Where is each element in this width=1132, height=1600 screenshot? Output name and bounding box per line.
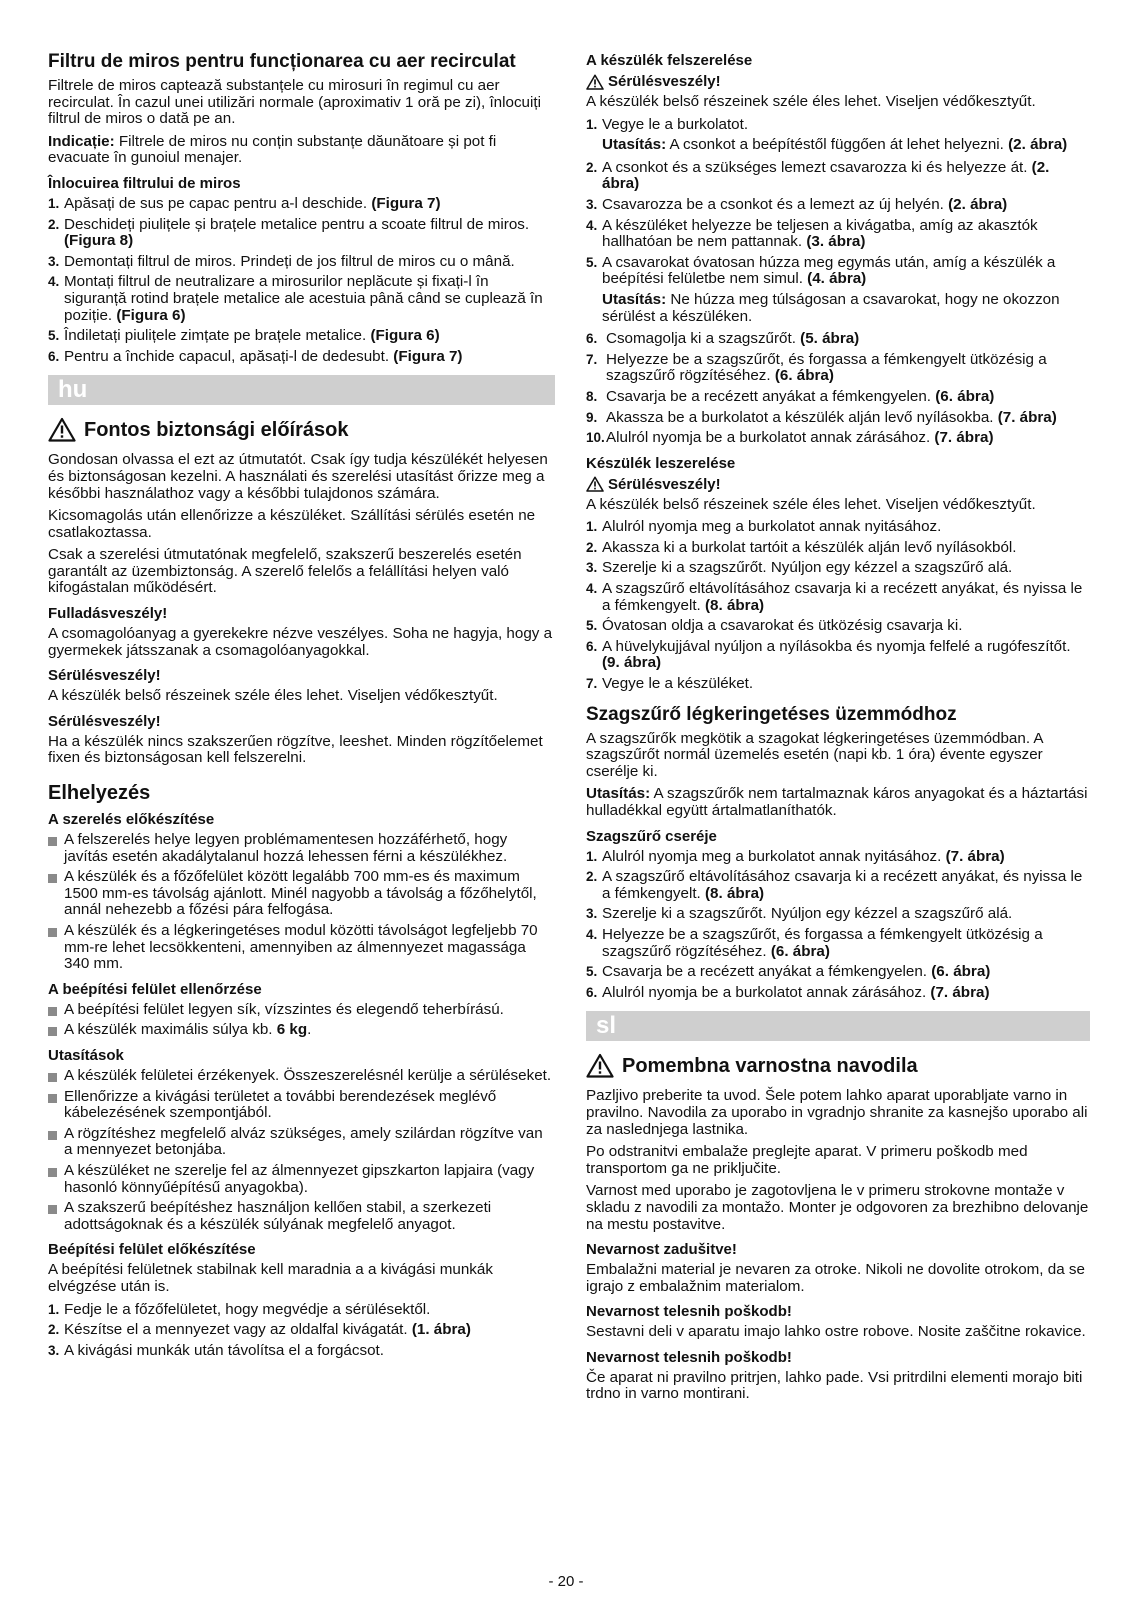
note-paragraph: Utasítás: A szagszűrők nem tartalmaznak káros anyagokat és a háztartási hulladékkal együtt ártalmatlaníthatók. xyxy=(586,785,1088,819)
figure-ref: (6. ábra) xyxy=(935,387,995,405)
list-item: A készülék és a főzőfelület között legalább 700 mm-es és maximum 1500 mm-es távolság ajánlott. Minél nagyobb a távolság a főzőhelytől, annál nehezebb a főzési pára felfogása. xyxy=(48,869,555,919)
step-list xyxy=(48,196,555,365)
list-item xyxy=(586,581,1090,614)
step-number: 7. xyxy=(586,676,598,692)
note-text: Filtrele de miros nu conțin substanțe dăunătoare și pot fi evacuate în gunoiul menajer. xyxy=(48,132,497,167)
section-title-ro-odor-filter: Filtru de miros pentru funcționarea cu aer recirculat xyxy=(48,51,516,72)
subheading: Utasítások xyxy=(48,1046,124,1064)
list-item xyxy=(586,410,1090,427)
bullet-square-icon xyxy=(48,1168,57,1177)
warning-line: Sérülésveszély! xyxy=(586,73,1090,90)
warning-line: Sérülésveszély! xyxy=(586,476,1090,493)
list-item xyxy=(586,906,1090,923)
list-item xyxy=(586,849,1090,866)
bullet-square-icon xyxy=(48,1027,57,1036)
step-text: Helyezze be a szagszűrőt, és forgassa a fémkengyelt ütközésig a szagszűrő rögzítéséhez. xyxy=(602,925,1043,960)
paragraph: A készülék belső részeinek széle éles lehet. Viseljen védőkesztyűt. xyxy=(586,93,1036,110)
figure-ref: (Figura 7) xyxy=(393,347,463,365)
step-text: Alulról nyomja be a burkolatot annak zárásához. xyxy=(602,983,931,1001)
step-text: Óvatosan oldja a csavarokat és ütközésig csavarja ki. xyxy=(602,617,963,635)
bullet-square-icon xyxy=(48,1205,57,1214)
figure-ref: (Figura 8) xyxy=(64,232,134,250)
bullet-square-icon xyxy=(48,1131,57,1140)
step-text: Alulról nyomja be a burkolatot annak zárásához. xyxy=(606,429,935,447)
step-number: 3. xyxy=(48,1342,60,1358)
bullet-square-icon xyxy=(48,1094,57,1103)
paragraph: Filtrele de miros captează substanțele cu mirosuri în regimul cu aer recirculat. În cazul unei utilizări normale (aproximativ 1 oră pe zi), înlocuiți filtrul de miros o dată pe an. xyxy=(48,77,541,128)
paragraph: Pazljivo preberite ta uvod. Šele potem lahko aparat uporabljate varno in pravilno. Navodila za uporabo in vgradnjo shranite za kasnejšo uporabo ali za naslednjega lastnika. xyxy=(586,1087,1088,1138)
figure-ref: (6. ábra) xyxy=(770,942,830,960)
list-item xyxy=(48,349,555,366)
warning-triangle-icon xyxy=(586,74,604,90)
list-item xyxy=(586,218,1090,251)
step-text: Apăsați de sus pe capac pentru a-l deschide. xyxy=(64,194,372,212)
list-item: A rögzítéshez megfelelő alváz szükséges, amely szilárdan rögzítve van a mennyezet betonjába. xyxy=(48,1126,555,1159)
figure-ref: (1. ábra) xyxy=(411,1321,471,1339)
step-number: 4. xyxy=(586,926,598,942)
step-number: 4. xyxy=(48,274,60,290)
paragraph: A csomagolóanyag a gyerekekre nézve veszélyes. Soha ne hagyja, hogy a gyermekek játsszanak a csomagolóanyagokkal. xyxy=(48,625,553,659)
paragraph: Gondosan olvassa el ezt az útmutatót. Csak így tudja készülékét helyesen és biztonságosan kezelni. A használati és szerelési utasítást őrizze meg a későbbi használathoz vagy a későbbi tulajdonos számára. xyxy=(48,451,548,502)
step-number: 2. xyxy=(48,1322,60,1338)
step-list xyxy=(586,117,1090,134)
warning-subheading: Sérülésveszély! xyxy=(48,667,161,685)
paragraph: A beépítési felületnek stabilnak kell maradnia a a kivágási munkák elvégzése után is. xyxy=(48,1261,493,1295)
page-number: - 20 - xyxy=(548,1573,584,1590)
safety-heading xyxy=(48,417,555,442)
list-item xyxy=(48,1343,555,1360)
step-text: Szerelje ki a szagszűrőt. Nyúljon egy kézzel a szagszűrő alá. xyxy=(602,559,1013,577)
list-item xyxy=(586,255,1090,288)
list-item xyxy=(586,618,1090,635)
safety-title: Fontos biztonsági előírások xyxy=(84,418,349,441)
step-number: 9. xyxy=(586,409,598,425)
list-item xyxy=(586,985,1090,1002)
step-number: 2. xyxy=(586,539,598,555)
warning-triangle-icon xyxy=(48,417,76,442)
list-item: A készüléket ne szerelje fel az álmennyezet gipszkarton lapjaira (vagy hasonló könnyűépítésű anyagokba). xyxy=(48,1163,555,1196)
bullet-square-icon xyxy=(48,874,57,883)
subheading: Készülék leszerelése xyxy=(586,454,736,472)
left-column xyxy=(48,52,555,1363)
warning-subheading: Fulladásveszély! xyxy=(48,605,168,623)
subheading: Szagszűrő cseréje xyxy=(586,827,717,845)
step-text: A kivágási munkák után távolítsa el a forgácsot. xyxy=(64,1341,384,1359)
step-text: Fedje le a főzőfelületet, hogy megvédje a sérülésektől. xyxy=(64,1300,431,1318)
figure-ref: (8. ábra) xyxy=(705,884,765,902)
step-number: 3. xyxy=(586,560,598,576)
step-text: A csavarokat óvatosan húzza meg egymás után, amíg a készülék a beépítési felületbe nem simul. xyxy=(602,253,1056,288)
list-item xyxy=(48,217,555,250)
step-number: 4. xyxy=(586,581,598,597)
paragraph: Po odstranitvi embalaže preglejte aparat. V primeru poškodb med transportom ga ne priključite. xyxy=(586,1143,1028,1177)
list-item xyxy=(48,1322,555,1339)
paragraph: A szagszűrők megkötik a szagokat légkeringetéses üzemmódban. A szagszűrőt normál üzemelés esetén (napi kb. 1 óra) évente egyszer cserélje ki. xyxy=(586,729,1043,780)
list-item xyxy=(586,331,1090,348)
subheading: A szerelés előkészítése xyxy=(48,811,215,829)
paragraph: Varnost med uporabo je zagotovljena le v primeru strokovne montaže v skladu z navodili za montažo. Monter je odgovoren za brezhibno delovanje na mestu postavitve. xyxy=(586,1182,1089,1233)
step-number: 5. xyxy=(586,964,598,980)
list-item: A készülék és a légkeringetéses modul közötti távolságot legfeljebb 70 mm-re lehet lecsökkenteni, amennyiben az álmennyezet magassága 340 mm. xyxy=(48,923,555,973)
list-item xyxy=(586,676,1090,693)
step-text: Csavarja be a recézett anyákat a fémkengyelen. xyxy=(602,963,932,981)
list-item: A szakszerű beépítéshez használjon kellően stabil, a szerkezeti adottságoknak és a készülék súlyának megfelelő anyagot. xyxy=(48,1200,555,1233)
paragraph: Kicsomagolás után ellenőrizze a készüléket. Szállítási sérülés esetén ne csatlakoztassa. xyxy=(48,507,536,541)
step-text: Csomagolja ki a szagszűrőt. xyxy=(606,330,801,348)
list-item xyxy=(586,389,1090,406)
step-number: 6. xyxy=(586,984,598,1000)
step-number: 4. xyxy=(586,217,598,233)
step-number: 5. xyxy=(48,328,60,344)
step-text: A szagszűrő eltávolításához csavarja ki a recézett anyákat, és nyissa le a fémkengyelt. xyxy=(602,580,1083,614)
list-item xyxy=(586,639,1090,672)
step-number: 6. xyxy=(586,638,598,654)
figure-ref: (9. ábra) xyxy=(602,654,662,672)
figure-ref: (2. ábra) xyxy=(602,158,1050,193)
step-list xyxy=(586,849,1090,1002)
list-item: A felszerelés helye legyen problémamentesen hozzáférhető, hogy javítás esetén akadálytalanul hozzá lehessen férni a készülékhez. xyxy=(48,832,555,865)
warning-subheading: Nevarnost telesnih poškodb! xyxy=(586,1348,792,1366)
figure-ref: (6. ábra) xyxy=(774,367,834,385)
list-item: A készülék felületei érzékenyek. Összeszerelésnél kerülje a sérüléseket. xyxy=(48,1068,555,1085)
warning-subheading: Nevarnost telesnih poškodb! xyxy=(586,1303,792,1321)
figure-ref: (3. ábra) xyxy=(806,233,866,251)
bullet-square-icon xyxy=(48,928,57,937)
list-item: Ellenőrizze a kivágási területet a további berendezések meglévő kábelezésének szempontjából. xyxy=(48,1089,555,1122)
step-text: A szagszűrő eltávolításához csavarja ki a recézett anyákat, és nyissa le a fémkengyelt. xyxy=(602,868,1083,902)
step-text: Îndiletați piulițele zimțate pe brațele metalice. xyxy=(64,327,371,345)
step-text: Csavarozza be a csonkot és a lemezt az új helyén. xyxy=(602,195,949,213)
list-item xyxy=(48,1302,555,1319)
step-number: 6. xyxy=(48,348,60,364)
paragraph: Ha a készülék nincs szakszerűen rögzítve, leeshet. Minden rögzítőelemet fixen és biztonságosan kell felszerelni. xyxy=(48,732,543,767)
step-number: 8. xyxy=(586,388,598,404)
figure-ref: (7. ábra) xyxy=(934,429,994,447)
subheading: A készülék felszerelése xyxy=(586,52,753,69)
list-item xyxy=(48,254,555,271)
step-number: 5. xyxy=(586,618,598,634)
warning-subheading: Nevarnost zadušitve! xyxy=(586,1241,737,1259)
step-text: Demontați filtrul de miros. Prindeți de jos filtrul de miros cu o mână. xyxy=(64,252,515,270)
list-item xyxy=(586,964,1090,981)
list-item xyxy=(586,160,1090,193)
figure-ref: (Figura 6) xyxy=(370,327,440,345)
figure-ref: (Figura 7) xyxy=(371,194,441,212)
step-list xyxy=(586,160,1090,288)
note-label: Indicație: xyxy=(48,132,115,150)
list-item xyxy=(586,927,1090,960)
list-item xyxy=(48,328,555,345)
step-list xyxy=(586,331,1090,447)
paragraph: Če aparat ni pravilno pritrjen, lahko pade. Vsi pritrdilni elementi morajo biti trdno in varno montirani. xyxy=(586,1368,1083,1403)
step-list xyxy=(48,1302,555,1360)
figure-ref: (7. ábra) xyxy=(945,847,1005,865)
safety-title: Pomembna varnostna navodila xyxy=(622,1054,918,1077)
figure-ref: (8. ábra) xyxy=(705,596,765,614)
step-number: 2. xyxy=(586,159,598,175)
list-item: 1. Vegye le a burkolatot. xyxy=(586,115,749,133)
step-text: Akassza be a burkolatot a készülék alján levő nyílásokba. xyxy=(606,408,998,426)
step-text: Vegye le a készüléket. xyxy=(602,675,754,693)
step-text: Készítse el a mennyezet vagy az oldalfal kivágatát. xyxy=(64,1321,412,1339)
step-number: 7. xyxy=(586,351,598,367)
note-paragraph: Utasítás: A csonkot a beépítéstől függően át lehet helyezni. (2. ábra) xyxy=(602,136,1068,154)
list-item xyxy=(586,430,1090,447)
step-text: Alulról nyomja meg a burkolatot annak nyitásához. xyxy=(602,518,942,536)
figure-ref: (5. ábra) xyxy=(800,330,860,348)
step-number: 3. xyxy=(586,906,598,922)
list-item xyxy=(48,196,555,213)
list-item xyxy=(586,540,1090,557)
paragraph: A készülék belső részeinek széle éles lehet. Viseljen védőkesztyűt. xyxy=(48,687,498,705)
list-item: A beépítési felület legyen sík, vízszintes és elegendő teherbírású. xyxy=(48,1002,555,1019)
warning-triangle-icon xyxy=(586,476,604,492)
note-paragraph xyxy=(48,134,555,167)
step-number: 5. xyxy=(586,254,598,270)
step-text: A csonkot és a szükséges lemezt csavarozza ki és helyezze át. xyxy=(602,158,1032,176)
paragraph: Csak a szerelési útmutatónak megfelelő, szakszerű beszerelés esetén garantált az üzembiztonság. A szerelő felelős a felállítási helyen való kifogástalan működésért. xyxy=(48,546,522,597)
bullet-list xyxy=(48,1068,555,1233)
step-number: 3. xyxy=(586,196,598,212)
step-number: 2. xyxy=(48,216,60,232)
step-number: 1. xyxy=(586,848,598,864)
list-item xyxy=(586,352,1090,385)
step-text: A készüléket helyezze be teljesen a kivágatba, amíg az akasztók hallhatóan be nem pattannak. xyxy=(602,216,1038,251)
step-number: 1. xyxy=(586,519,598,535)
section-title-filter: Szagszűrő légkeringetéses üzemmódhoz xyxy=(586,703,957,725)
step-list xyxy=(586,519,1090,692)
step-text: Pentru a închide capacul, apăsați-l de dedesubt. xyxy=(64,347,394,365)
list-item xyxy=(586,519,1090,536)
list-item: A készülék maximális súlya kb. 6 kg. xyxy=(48,1022,555,1039)
subheading: Beépítési felület előkészítése xyxy=(48,1241,256,1259)
step-number: 10. xyxy=(586,430,605,446)
step-number: 1. xyxy=(48,195,60,211)
bullet-list xyxy=(48,832,555,973)
figure-ref: (2. ábra) xyxy=(948,195,1008,213)
subheading: Înlocuirea filtrului de miros xyxy=(48,174,241,192)
step-text: Deschideți piulițele și brațele metalice pentru a scoate filtrul de miros. xyxy=(64,215,530,233)
paragraph: A készülék belső részeinek széle éles lehet. Viseljen védőkesztyűt. xyxy=(586,495,1036,513)
bullet-square-icon xyxy=(48,1073,57,1082)
bullet-square-icon xyxy=(48,1007,57,1016)
list-item xyxy=(586,560,1090,577)
language-band-hu: hu xyxy=(48,375,555,405)
step-text: Csavarja be a recézett anyákat a fémkengyelen. xyxy=(606,387,936,405)
warning-subheading: Sérülésveszély! xyxy=(48,712,161,730)
step-text: Alulról nyomja meg a burkolatot annak nyitásához. xyxy=(602,847,946,865)
figure-ref: (7. ábra) xyxy=(930,983,990,1001)
right-column xyxy=(586,52,1090,1409)
step-text: Montați filtrul de neutralizare a mirosurilor neplăcute și fixați-l în siguranță rotind brațele metalice ale acestuia până când se cuplează în poziție. xyxy=(64,273,543,324)
step-text: A hüvelykujjával nyúljon a nyílásokba és nyomja felfelé a rugófeszítőt. xyxy=(602,637,1071,655)
warning-triangle-icon xyxy=(586,1053,614,1078)
figure-ref: (6. ábra) xyxy=(931,963,991,981)
bullet-list xyxy=(48,1002,555,1039)
language-band-sl: sl xyxy=(586,1011,1090,1041)
step-number: 3. xyxy=(48,253,60,269)
safety-heading xyxy=(586,1053,1090,1078)
paragraph: Embalažni material je nevaren za otroke. Nikoli ne dovolite otrokom, da se igrajo z embalažnim materialom. xyxy=(586,1261,1085,1295)
paragraph: Sestavni deli v aparatu imajo lahko ostre robove. Nosite zaščitne rokavice. xyxy=(586,1323,1086,1341)
step-text: Szerelje ki a szagszűrőt. Nyúljon egy kézzel a szagszűrő alá. xyxy=(602,905,1013,923)
list-item xyxy=(586,197,1090,214)
subheading: A beépítési felület ellenőrzése xyxy=(48,980,262,998)
note-paragraph: Utasítás: Ne húzza meg túlságosan a csavarokat, hogy ne okozzon sérülést a készüléken. xyxy=(602,290,1060,325)
figure-ref: (Figura 6) xyxy=(116,306,186,324)
figure-ref: (7. ábra) xyxy=(997,408,1057,426)
section-title-placement: Elhelyezés xyxy=(48,782,151,805)
step-text: Helyezze be a szagszűrőt, és forgassa a fémkengyelt ütközésig a szagszűrő rögzítéséhez. xyxy=(606,350,1047,385)
step-number: 6. xyxy=(586,331,598,347)
bullet-square-icon xyxy=(48,837,57,846)
list-item xyxy=(48,274,555,324)
step-text: Akassza ki a burkolat tartóit a készülék alján levő nyílásokból. xyxy=(602,538,1017,556)
figure-ref: (4. ábra) xyxy=(807,270,867,288)
step-number: 1. xyxy=(48,1301,60,1317)
list-item xyxy=(586,869,1090,902)
step-number: 2. xyxy=(586,869,598,885)
